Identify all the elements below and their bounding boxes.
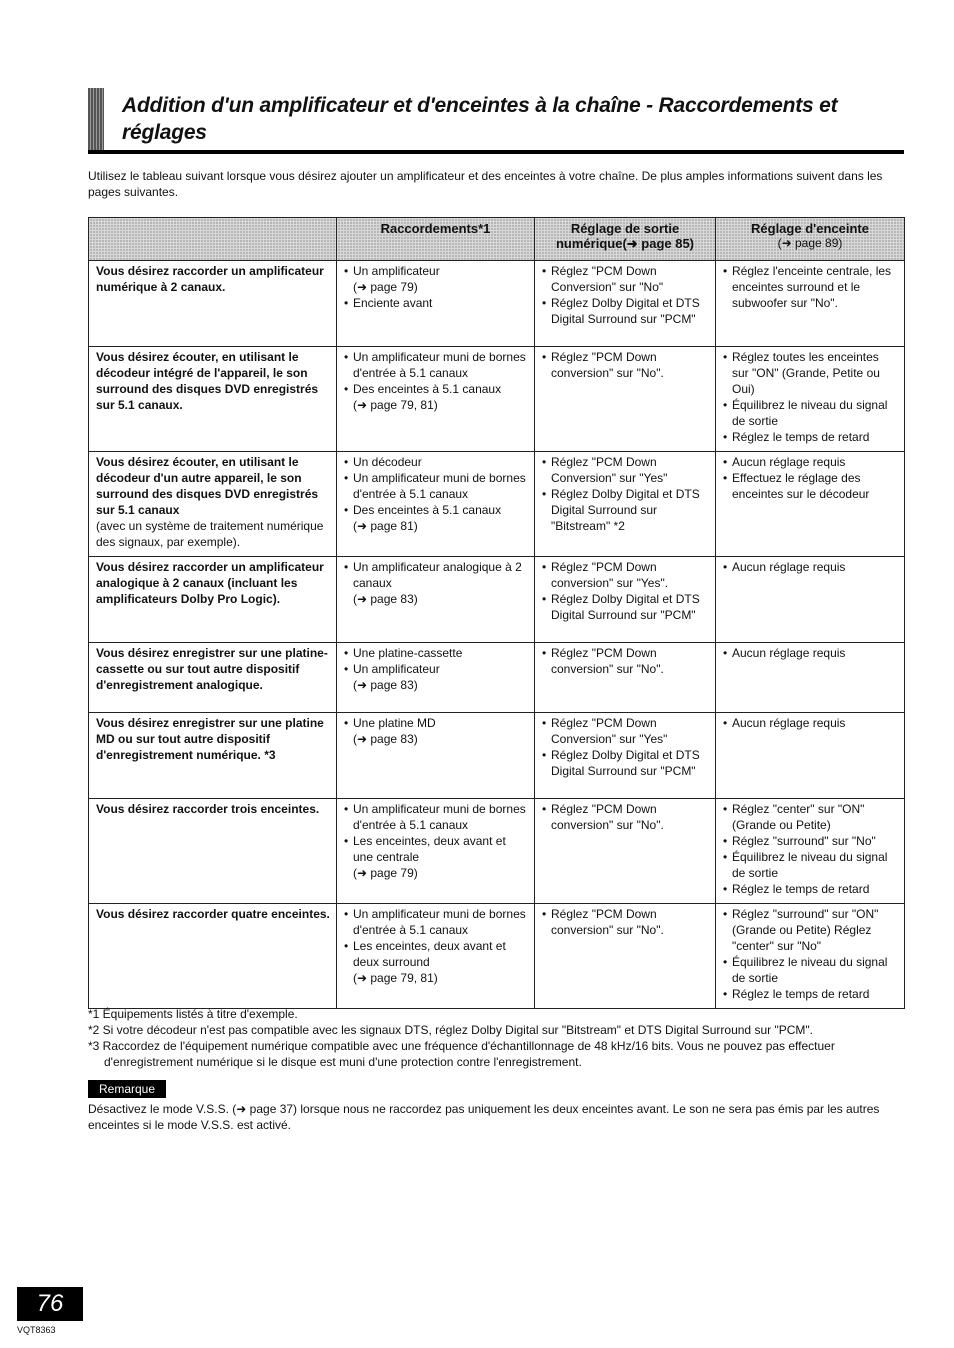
- connection-item: • Un amplificateur muni de bornes d'entrée à 5.1 canaux: [344, 349, 528, 381]
- digital-output-cell: [535, 452, 716, 557]
- digital-output-item: • Réglez "PCM Down conversion" sur "Yes".: [542, 559, 709, 591]
- need-text: Vous désirez raccorder un amplificateur analogique à 2 canaux (incluant les amplificateurs Dolby Pro Logic).: [96, 560, 324, 606]
- header-digital-output-line1: Réglage de sortie: [570, 221, 680, 236]
- connection-cell: [337, 713, 535, 799]
- speaker-setting-cell: [716, 261, 905, 347]
- footnote-1: *1 Équipements listés à titre d'exemple.: [88, 1007, 298, 1021]
- table-row: [89, 904, 905, 1009]
- speaker-setting-item: • Réglez le temps de retard: [723, 986, 898, 1002]
- digital-output-list: [542, 645, 709, 677]
- speaker-setting-item: • Réglez "surround" sur "ON" (Grande ou Petite) Réglez "center" sur "No": [723, 906, 898, 954]
- speaker-setting-item: • Réglez le temps de retard: [723, 881, 898, 897]
- need-note: (avec un système de traitement numérique des signaux, par exemple).: [96, 519, 324, 549]
- connection-item: • Enciente avant: [344, 295, 528, 311]
- need-text: Vous désirez écouter, en utilisant le décodeur d'un autre appareil, le son surround des disques DVD enregistrés sur 5.1 canaux: [96, 455, 319, 517]
- connection-item: (➜ page 83): [353, 592, 418, 606]
- connection-item: (➜ page 79): [353, 866, 418, 880]
- footnotes: [88, 1006, 904, 1070]
- speaker-setting-item: • Réglez le temps de retard: [723, 429, 898, 445]
- connection-list: [344, 349, 528, 413]
- title-marker: [88, 88, 104, 154]
- speaker-setting-cell: [716, 557, 905, 643]
- digital-output-list: [542, 906, 709, 938]
- speaker-setting-cell: [716, 799, 905, 904]
- speaker-setting-cell: [716, 452, 905, 557]
- speaker-setting-item: • Aucun réglage requis: [723, 645, 898, 661]
- connection-item: • Une platine MD: [344, 715, 528, 731]
- need-cell: [89, 452, 337, 557]
- need-text: Vous désirez enregistrer sur une platine MD ou sur tout autre dispositif d'enregistrement numérique. *3: [96, 716, 324, 762]
- table-row: [89, 261, 905, 347]
- connection-cell: [337, 452, 535, 557]
- speaker-setting-item: • Aucun réglage requis: [723, 454, 898, 470]
- speaker-setting-list: [723, 801, 898, 897]
- remark-badge: Remarque: [88, 1080, 166, 1098]
- header-digital-output-line2: numérique(➜ page 85): [555, 236, 695, 251]
- need-cell: [89, 557, 337, 643]
- speaker-setting-list: [723, 349, 898, 445]
- connection-item: (➜ page 81): [353, 519, 418, 533]
- connection-item: (➜ page 79, 81): [353, 398, 438, 412]
- need-text: Vous désirez raccorder trois enceintes.: [96, 802, 320, 816]
- connection-table: [88, 217, 905, 1009]
- table-row: [89, 347, 905, 452]
- document-code: VQT8363: [17, 1325, 56, 1335]
- table-row: [89, 643, 905, 713]
- digital-output-list: [542, 559, 709, 623]
- need-text: Vous désirez écouter, en utilisant le décodeur intégré de l'appareil, le son surround des disques DVD enregistrés sur 5.1 canaux.: [96, 350, 319, 412]
- speaker-setting-item: • Réglez toutes les enceintes sur "ON" (Grande, Petite ou Oui): [723, 349, 898, 397]
- digital-output-list: [542, 715, 709, 779]
- need-cell: [89, 643, 337, 713]
- connection-item: • Une platine-cassette: [344, 645, 528, 661]
- speaker-setting-item: • Équilibrez le niveau du signal de sortie: [723, 397, 898, 429]
- header-empty: [89, 218, 337, 261]
- connection-list: [344, 559, 528, 607]
- title-rule: [88, 150, 904, 154]
- digital-output-item: • Réglez "PCM Down conversion" sur "No".: [542, 801, 709, 833]
- digital-output-cell: [535, 799, 716, 904]
- table-row: [89, 713, 905, 799]
- need-text: Vous désirez raccorder un amplificateur numérique à 2 canaux.: [96, 264, 324, 294]
- digital-output-item: • Réglez Dolby Digital et DTS Digital Surround sur "PCM": [542, 591, 709, 623]
- connection-item: (➜ page 83): [353, 678, 418, 692]
- table-row: [89, 452, 905, 557]
- page-title: Addition d'un amplificateur et d'enceintes à la chaîne - Raccordements et réglages: [122, 94, 838, 144]
- digital-output-item: • Réglez Dolby Digital et DTS Digital Surround sur "PCM": [542, 295, 709, 327]
- speaker-setting-list: [723, 715, 898, 731]
- header-digital-output: [535, 218, 716, 261]
- speaker-setting-item: • Équilibrez le niveau du signal de sortie: [723, 954, 898, 986]
- page-number: 76: [17, 1287, 83, 1321]
- connection-item: (➜ page 79): [353, 280, 418, 294]
- intro-paragraph: Utilisez le tableau suivant lorsque vous désirez ajouter un amplificateur et des enceintes à votre chaîne. De plus amples informations suivent dans les pages suivantes.: [88, 169, 883, 199]
- footnote-3: *3 Raccordez de l'équipement numérique compatible avec une fréquence d'échantillonnage de 48 kHz/16 bits. Vous ne pouvez pas effectuer d'enregistrement numérique si le disque est muni d'une protection contre l'enregistrement.: [88, 1039, 835, 1069]
- digital-output-cell: [535, 643, 716, 713]
- speaker-setting-cell: [716, 347, 905, 452]
- need-text: Vous désirez raccorder quatre enceintes.: [96, 907, 330, 921]
- connection-cell: [337, 904, 535, 1009]
- speaker-setting-list: [723, 559, 898, 575]
- speaker-setting-list: [723, 263, 898, 311]
- digital-output-list: [542, 454, 709, 534]
- connection-list: [344, 263, 528, 311]
- digital-output-list: [542, 349, 709, 381]
- header-connections: [337, 218, 535, 261]
- digital-output-item: • Réglez "PCM Down conversion" sur "No".: [542, 349, 709, 381]
- connection-item: • Un décodeur: [344, 454, 528, 470]
- speaker-setting-item: • Effectuez le réglage des enceintes sur le décodeur: [723, 470, 898, 502]
- connection-list: [344, 906, 528, 986]
- connection-item: • Un amplificateur muni de bornes d'entrée à 5.1 canaux: [344, 801, 528, 833]
- need-cell: [89, 904, 337, 1009]
- connection-list: [344, 454, 528, 534]
- digital-output-item: • Réglez Dolby Digital et DTS Digital Surround sur "PCM": [542, 747, 709, 779]
- speaker-setting-item: • Réglez "center" sur "ON" (Grande ou Petite): [723, 801, 898, 833]
- table-row: [89, 799, 905, 904]
- connection-cell: [337, 261, 535, 347]
- speaker-setting-cell: [716, 643, 905, 713]
- connection-list: [344, 801, 528, 881]
- digital-output-item: • Réglez Dolby Digital et DTS Digital Surround sur "Bitstream" *2: [542, 486, 709, 534]
- connection-item: • Un amplificateur: [344, 263, 528, 279]
- connection-item: • Les enceintes, deux avant et deux surround: [344, 938, 528, 970]
- digital-output-item: • Réglez "PCM Down Conversion" sur "Yes": [542, 454, 709, 486]
- need-cell: [89, 261, 337, 347]
- header-connections-label: Raccordements*1: [380, 221, 491, 236]
- connection-item: (➜ page 83): [353, 732, 418, 746]
- speaker-setting-list: [723, 906, 898, 1002]
- connection-cell: [337, 347, 535, 452]
- speaker-setting-item: • Aucun réglage requis: [723, 715, 898, 731]
- connection-list: [344, 715, 528, 747]
- connection-item: (➜ page 79, 81): [353, 971, 438, 985]
- speaker-setting-item: • Équilibrez le niveau du signal de sortie: [723, 849, 898, 881]
- digital-output-item: • Réglez "PCM Down Conversion" sur "No": [542, 263, 709, 295]
- need-cell: [89, 347, 337, 452]
- table-header-row: [89, 218, 905, 261]
- header-speaker-setting: [716, 218, 905, 261]
- footnote-2: *2 Si votre décodeur n'est pas compatible avec les signaux DTS, réglez Dolby Digital sur "Bitstream" et DTS Digital Surround sur "PCM".: [88, 1023, 813, 1037]
- connection-cell: [337, 557, 535, 643]
- connection-item: • Des enceintes à 5.1 canaux: [344, 502, 528, 518]
- speaker-setting-item: • Réglez l'enceinte centrale, les enceintes surround et le subwoofer sur "No".: [723, 263, 898, 311]
- digital-output-cell: [535, 904, 716, 1009]
- speaker-setting-cell: [716, 713, 905, 799]
- table-row: [89, 557, 905, 643]
- digital-output-cell: [535, 347, 716, 452]
- speaker-setting-cell: [716, 904, 905, 1009]
- connection-cell: [337, 643, 535, 713]
- digital-output-item: • Réglez "PCM Down conversion" sur "No".: [542, 906, 709, 938]
- speaker-setting-item: • Réglez "surround" sur "No": [723, 833, 898, 849]
- connection-item: • Un amplificateur muni de bornes d'entrée à 5.1 canaux: [344, 906, 528, 938]
- header-speaker-line1: Réglage d'enceinte: [751, 221, 869, 236]
- digital-output-cell: [535, 261, 716, 347]
- digital-output-item: • Réglez "PCM Down Conversion" sur "Yes": [542, 715, 709, 747]
- digital-output-list: [542, 801, 709, 833]
- header-speaker-line2: (➜ page 89): [777, 236, 843, 250]
- connection-item: • Un amplificateur: [344, 661, 528, 677]
- remark-text: Désactivez le mode V.S.S. (➜ page 37) lorsque nous ne raccordez pas uniquement les deux enceintes avant. Le son ne sera pas émis par les autres enceintes si le mode V.S.S. est activé.: [88, 1102, 880, 1132]
- need-text: Vous désirez enregistrer sur une platine-cassette ou sur tout autre dispositif d'enregistrement analogique.: [96, 646, 328, 692]
- speaker-setting-list: [723, 454, 898, 502]
- speaker-setting-item: • Aucun réglage requis: [723, 559, 898, 575]
- digital-output-list: [542, 263, 709, 327]
- connection-item: • Des enceintes à 5.1 canaux: [344, 381, 528, 397]
- digital-output-item: • Réglez "PCM Down conversion" sur "No".: [542, 645, 709, 677]
- connection-item: • Les enceintes, deux avant et une centrale: [344, 833, 528, 865]
- connection-list: [344, 645, 528, 693]
- connection-item: • Un amplificateur analogique à 2 canaux: [344, 559, 528, 591]
- digital-output-cell: [535, 713, 716, 799]
- connection-cell: [337, 799, 535, 904]
- need-cell: [89, 713, 337, 799]
- digital-output-cell: [535, 557, 716, 643]
- connection-item: • Un amplificateur muni de bornes d'entrée à 5.1 canaux: [344, 470, 528, 502]
- need-cell: [89, 799, 337, 904]
- speaker-setting-list: [723, 645, 898, 661]
